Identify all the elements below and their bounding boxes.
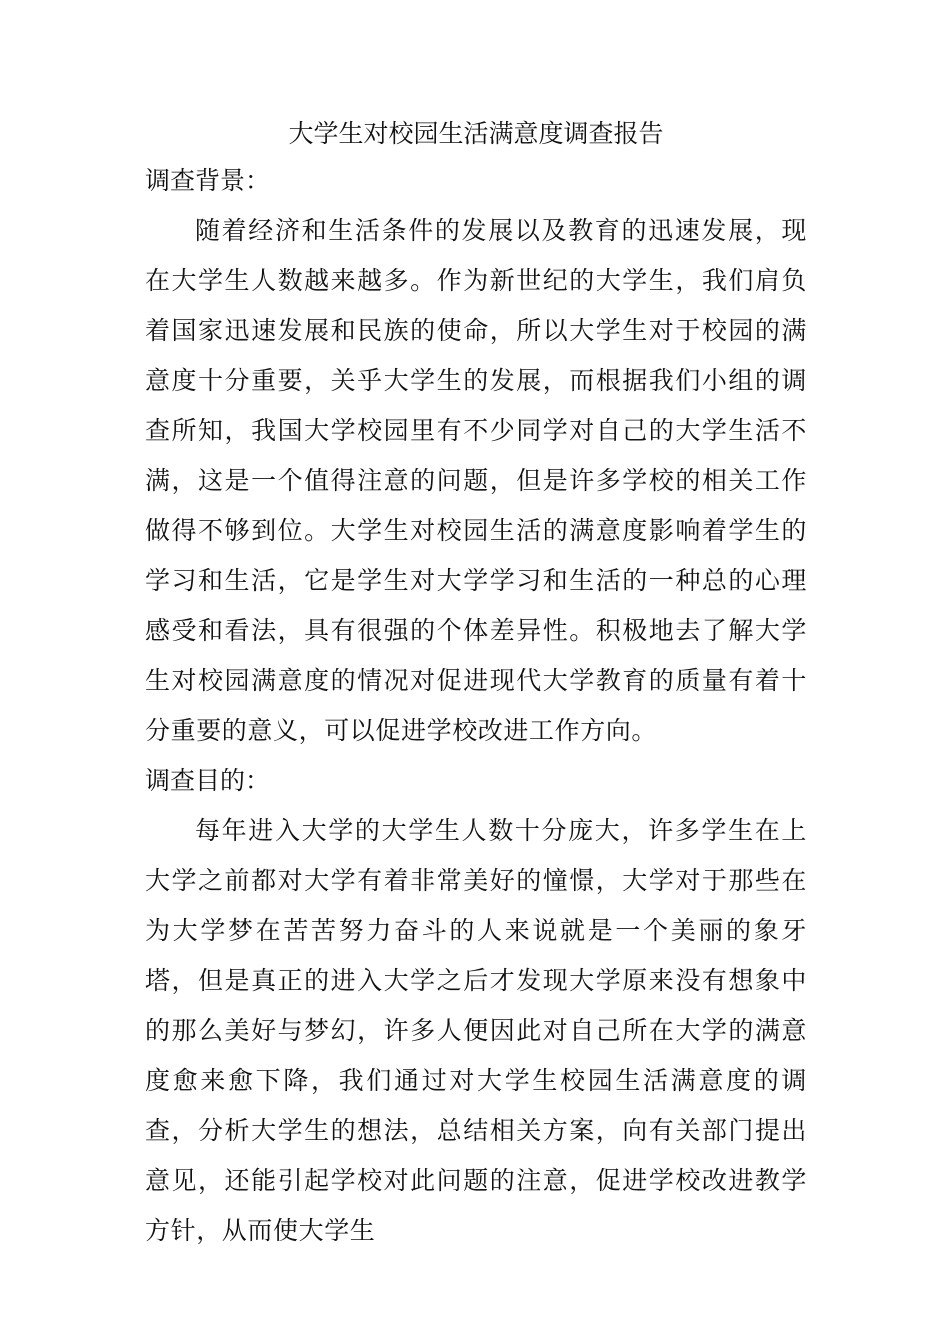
section-paragraph: 随着经济和生活条件的发展以及教育的迅速发展，现在大学生人数越来越多。作为新世纪的大学生，我们肩负着国家迅速发展和民族的使命，所以大学生对于校园的满意度十分重要，关乎大学生的发展，而根据我们小组的调查所知，我国大学校园里有不少同学对自己的大学生活不满，这是一个值得注意的问题，但是许多学校的相关工作做得不够到位。大学生对校园生活的满意度影响着学生的学习和生活，它是学生对大学学习和生活的一种总的心理感受和看法，具有很强的个体差异性。积极地去了解大学生对校园满意度的情况对促进现代大学教育的质量有着十分重要的意义，可以促进学校改进工作方向。 — [145, 216, 807, 745]
document-body — [145, 112, 807, 1256]
section-heading: 调查目的： — [145, 766, 271, 795]
section-paragraph: 每年进入大学的大学生人数十分庞大，许多学生在上大学之前都对大学有着非常美好的憧憬，大学对于那些在为大学梦在苦苦努力奋斗的人来说就是一个美丽的象牙塔，但是真正的进入大学之后才发现大学原来没有想象中的那么美好与梦幻，许多人便因此对自己所在大学的满意度愈来愈下降，我们通过对大学生校园生活满意度的调查，分析大学生的想法，总结相关方案，向有关部门提出意见，还能引起学校对此问题的注意，促进学校改进教学方针，从而使大学生 — [145, 816, 807, 1245]
section-heading: 调查背景： — [145, 166, 271, 195]
section-purpose — [145, 756, 807, 1256]
document-title: 大学生对校园生活满意度调查报告 — [288, 119, 664, 148]
section-background — [145, 156, 807, 756]
